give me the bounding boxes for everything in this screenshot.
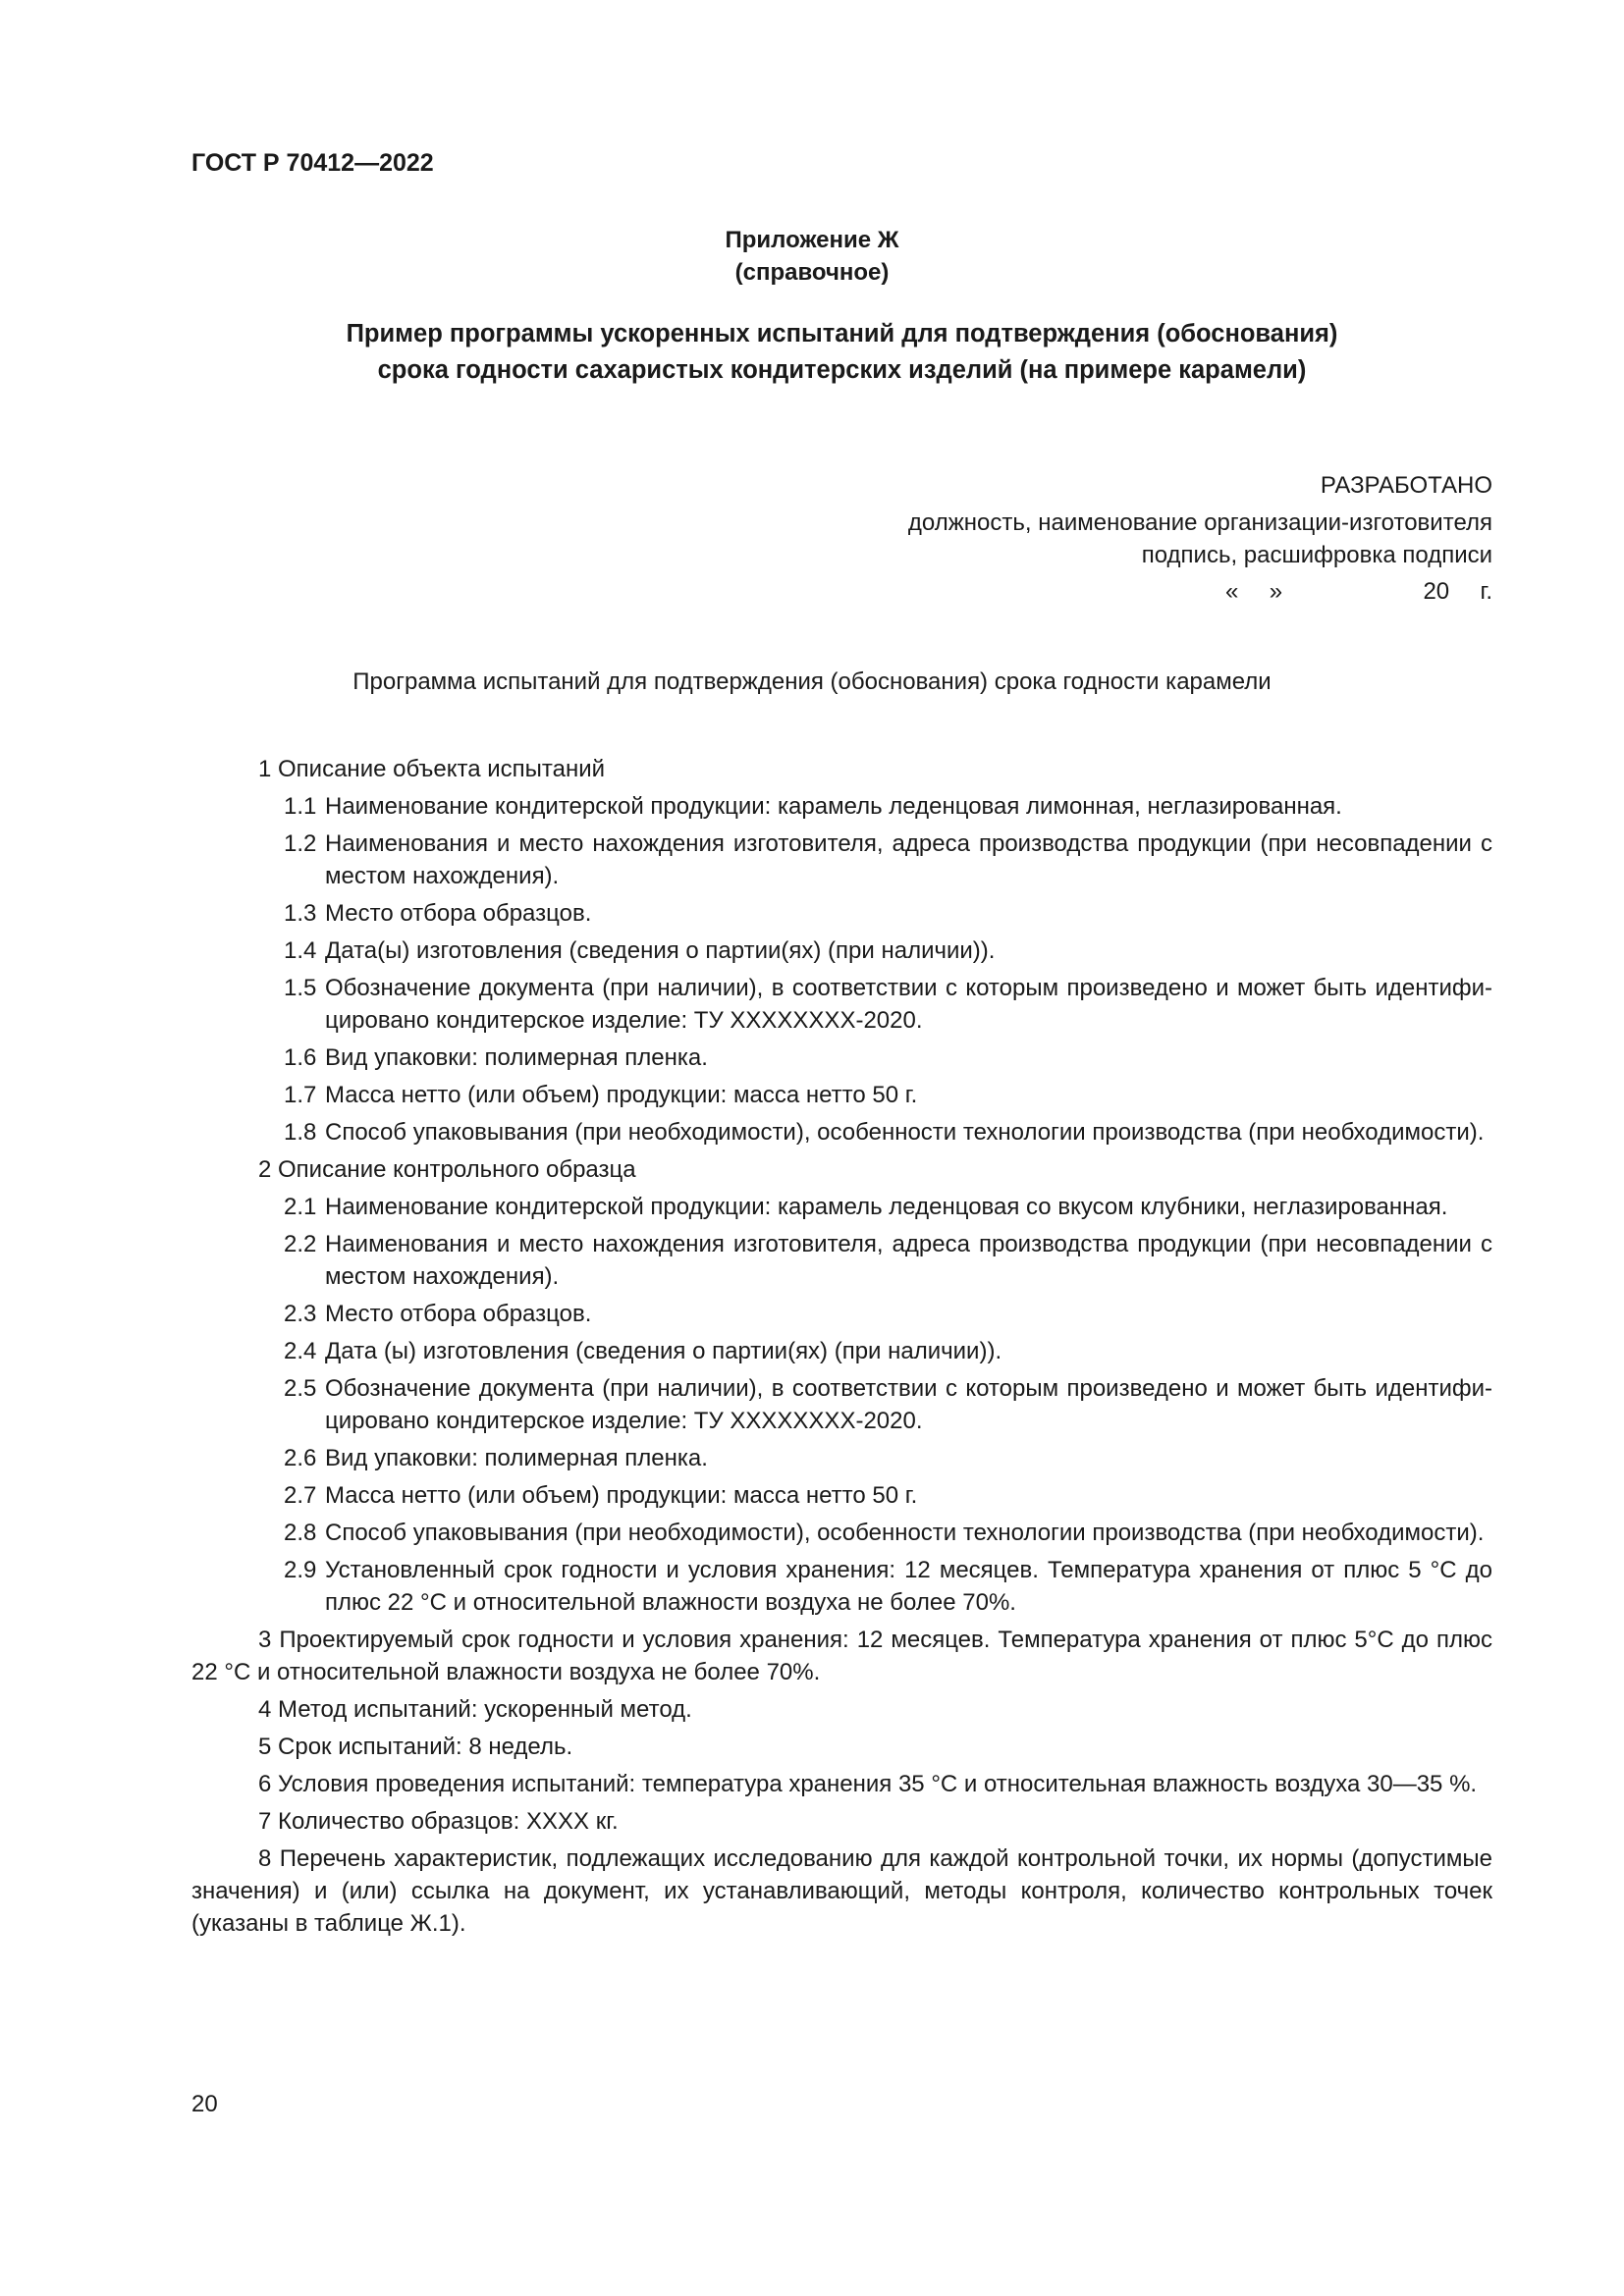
date-year: 20 bbox=[1423, 578, 1450, 605]
item-number: 2.2 bbox=[284, 1231, 317, 1257]
item-number: 1.3 bbox=[284, 900, 317, 927]
appendix-heading bbox=[0, 224, 1624, 289]
item-number: 2.9 bbox=[284, 1557, 317, 1583]
approval-block bbox=[609, 469, 1492, 608]
list-item bbox=[191, 828, 1492, 892]
list-item bbox=[191, 1191, 1492, 1223]
list-item bbox=[191, 790, 1492, 823]
date-quote-open: « bbox=[1225, 578, 1239, 605]
list-item bbox=[191, 1479, 1492, 1512]
document-body bbox=[191, 753, 1492, 1945]
paragraph-5: 5 Срок испытаний: 8 недель. bbox=[258, 1734, 573, 1760]
list-item bbox=[191, 1228, 1492, 1293]
item-text: Масса нетто (или объем) продукции: масса нетто 50 г. bbox=[325, 1482, 918, 1509]
list-item bbox=[191, 972, 1492, 1037]
approver-signature: подпись, расшифровка подписи bbox=[1141, 542, 1492, 568]
item-number: 1.1 bbox=[284, 793, 317, 820]
item-number: 2.3 bbox=[284, 1301, 317, 1327]
document-code: ГОСТ Р 70412—2022 bbox=[191, 149, 434, 177]
date-suffix: г. bbox=[1480, 578, 1492, 605]
item-number: 2.7 bbox=[284, 1482, 317, 1509]
section-1-heading: 1 Описание объекта испытаний bbox=[258, 756, 606, 782]
item-text: Обозначение документа (при наличии), в соответствии с которым произведено и может быть идентифицировано кондитерское изделие: ТУ XXXXXXXX-2020. bbox=[325, 1375, 1492, 1434]
paragraph-6: 6 Условия проведения испытаний: температура хранения 35 °С и относительная влажность воздуха 30—35 %. bbox=[258, 1771, 1478, 1797]
date-quote-close: » bbox=[1269, 578, 1283, 605]
item-text: Дата (ы) изготовления (сведения о партии(ях) (при наличии)). bbox=[325, 1338, 1002, 1364]
list-item bbox=[191, 1372, 1492, 1437]
item-number: 1.4 bbox=[284, 937, 317, 964]
paragraph-7: 7 Количество образцов: XXXX кг. bbox=[258, 1808, 619, 1835]
item-text: Установленный срок годности и условия хранения: 12 месяцев. Температура хранения от плюс 5 °С до плюс 22 °С и относительной влажности воздуха не более 70%. bbox=[325, 1557, 1492, 1616]
item-number: 1.6 bbox=[284, 1044, 317, 1071]
program-title: Программа испытаний для подтверждения (обоснования) срока годности карамели bbox=[352, 668, 1272, 695]
item-text: Способ упаковывания (при необходимости), особенности технологии производства (при необходимости). bbox=[325, 1119, 1485, 1146]
item-text: Место отбора образцов. bbox=[325, 900, 592, 927]
item-number: 1.5 bbox=[284, 975, 317, 1001]
item-text: Наименование кондитерской продукции: карамель леденцовая со вкусом клубники, неглазированная. bbox=[325, 1194, 1448, 1220]
approver-position: должность, наименование организации-изготовителя bbox=[907, 509, 1492, 536]
title-line-1: Пример программы ускоренных испытаний для подтверждения (обоснования) bbox=[346, 320, 1338, 347]
appendix-title bbox=[191, 316, 1492, 389]
item-number: 2.1 bbox=[284, 1194, 317, 1220]
item-text: Обозначение документа (при наличии), в соответствии с которым произведено и может быть идентифицировано кондитерское изделие: ТУ XXXXXXXX-2020. bbox=[325, 975, 1492, 1034]
appendix-label: Приложение Ж bbox=[725, 227, 899, 253]
item-number: 1.2 bbox=[284, 830, 317, 857]
item-number: 1.7 bbox=[284, 1082, 317, 1108]
paragraph-8: 8 Перечень характеристик, подлежащих исследованию для каждой контрольной точки, их нормы (допустимые значения) и (или) ссылка на документ, их устанавливающий, методы контроля, количество контрольных точек (указаны в таблице Ж.1). bbox=[191, 1845, 1492, 1937]
item-text: Место отбора образцов. bbox=[325, 1301, 592, 1327]
list-item bbox=[191, 897, 1492, 930]
item-text: Наименование кондитерской продукции: карамель леденцовая лимонная, неглазированная. bbox=[325, 793, 1342, 820]
paragraph-3: 3 Проектируемый срок годности и условия хранения: 12 месяцев. Температура хранения от плюс 5°С до плюс 22 °С и относительной влажности воздуха не более 70%. bbox=[191, 1627, 1492, 1685]
title-line-2: срока годности сахаристых кондитерских изделий (на примере карамели) bbox=[377, 356, 1307, 384]
item-number: 2.8 bbox=[284, 1520, 317, 1546]
list-item bbox=[191, 1517, 1492, 1549]
item-text: Масса нетто (или объем) продукции: масса нетто 50 г. bbox=[325, 1082, 918, 1108]
list-item bbox=[191, 1442, 1492, 1474]
section-2-heading: 2 Описание контрольного образца bbox=[258, 1156, 636, 1183]
list-item bbox=[191, 1298, 1492, 1330]
item-text: Способ упаковывания (при необходимости), особенности технологии производства (при необходимости). bbox=[325, 1520, 1485, 1546]
item-text: Дата(ы) изготовления (сведения о партии(ях) (при наличии)). bbox=[325, 937, 996, 964]
approved-label: РАЗРАБОТАНО bbox=[1320, 472, 1492, 499]
item-number: 1.8 bbox=[284, 1119, 317, 1146]
list-item bbox=[191, 1116, 1492, 1148]
appendix-type: (справочное) bbox=[734, 259, 890, 286]
item-text: Вид упаковки: полимерная пленка. bbox=[325, 1044, 708, 1071]
item-text: Вид упаковки: полимерная пленка. bbox=[325, 1445, 708, 1471]
item-number: 2.6 bbox=[284, 1445, 317, 1471]
list-item bbox=[191, 1335, 1492, 1367]
page-number: 20 bbox=[191, 2091, 218, 2117]
list-item bbox=[191, 1554, 1492, 1619]
list-item bbox=[191, 1079, 1492, 1111]
list-item bbox=[191, 934, 1492, 967]
item-text: Наименования и место нахождения изготовителя, адреса производства продукции (при несовпадении с местом нахождения). bbox=[325, 830, 1492, 889]
list-item bbox=[191, 1041, 1492, 1074]
paragraph-4: 4 Метод испытаний: ускоренный метод. bbox=[258, 1696, 692, 1723]
approval-date bbox=[609, 575, 1492, 608]
item-number: 2.5 bbox=[284, 1375, 317, 1402]
item-number: 2.4 bbox=[284, 1338, 317, 1364]
item-text: Наименования и место нахождения изготовителя, адреса производства продукции (при несовпадении с местом нахождения). bbox=[325, 1231, 1492, 1290]
